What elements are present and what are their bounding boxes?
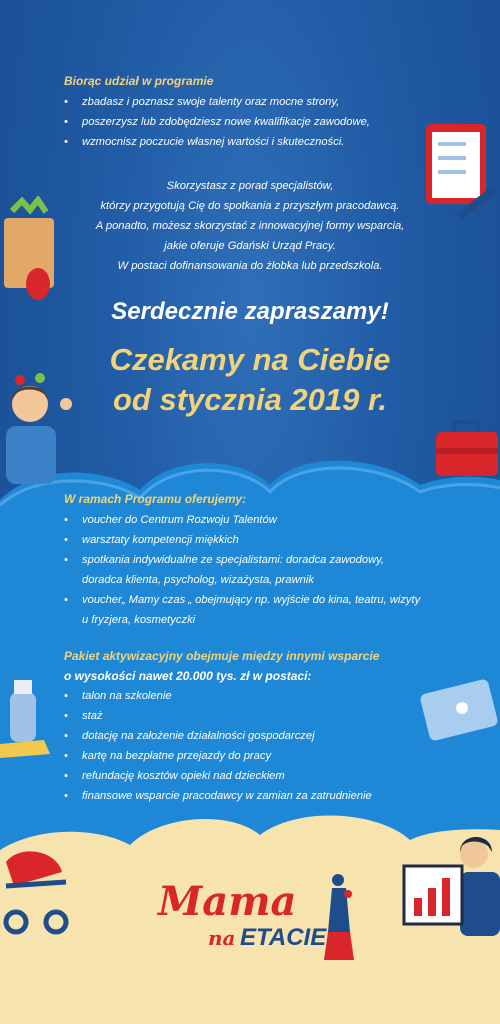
list-item: • wzmocnisz poczucie własnej wartości i skuteczności. [64, 132, 424, 152]
intro-list [64, 92, 424, 152]
list-item: • staż [64, 706, 444, 726]
logo-na-text: na [208, 926, 236, 950]
logo-etacie-text: ETACIE [240, 924, 327, 951]
cleaning-spray-icon [0, 672, 60, 762]
list-item: • voucher do Centrum Rozwoju Talentów [64, 510, 444, 530]
list-item [64, 590, 444, 630]
list-item-continuation: doradca klienta, psycholog, wizażysta, prawnik [82, 574, 314, 586]
mama-na-etacie-logo [148, 868, 358, 968]
package-title [64, 646, 464, 686]
list-item: • zbadasz i poznasz swoje talenty oraz mocne strony, [64, 92, 424, 112]
list-item-text: voucher„ Mamy czas „ obejmujący np. wyjście do kina, teatru, wizyty [82, 594, 421, 606]
paragraph-line: jakie oferuje Gdański Urząd Pracy. [164, 240, 336, 252]
package-title-line: o wysokości nawet 20.000 tys. zł w postaci: [64, 669, 312, 683]
mother-child-figure-icon [324, 872, 354, 962]
presenter-woman-icon [400, 826, 500, 936]
middle-paragraph [60, 176, 440, 276]
list-item: • poszerzysz lub zdobędziesz nowe kwalifikacje zawodowe, [64, 112, 424, 132]
list-item-continuation: u fryzjera, kosmetyczki [82, 614, 196, 626]
paragraph-line: A ponadto, możesz skorzystać z innowacyjnej formy wsparcia, [95, 220, 405, 232]
baby-stroller-icon [0, 842, 80, 942]
list-item: • kartę na bezpłatne przejazdy do pracy [64, 746, 444, 766]
list-item: • warsztaty kompetencji miękkich [64, 530, 444, 550]
program-list [64, 510, 444, 630]
date-heading-line: od stycznia 2019 r. [113, 382, 387, 417]
date-heading-line: Czekamy na Ciebie [109, 342, 391, 377]
list-item: • finansowe wsparcie pracodawcy w zamian za zatrudnienie [64, 786, 444, 806]
program-title: W ramach Programu oferujemy: [64, 492, 247, 506]
paragraph-line: którzy przygotują Cię do spotkania z przyszłym pracodawcą. [100, 200, 400, 212]
list-item: • refundację kosztów opieki nad dzieckiem [64, 766, 444, 786]
list-item-text: spotkania indywidualne ze specjalistami: doradca zawodowy, [82, 554, 385, 566]
list-item: • dotację na założenie działalności gospodarczej [64, 726, 444, 746]
package-title-line: Pakiet aktywizacyjny obejmuje między innymi wsparcie [64, 649, 380, 663]
invite-heading: Serdecznie zapraszamy! [111, 298, 389, 325]
paragraph-line: Skorzystasz z porad specjalistów, [166, 180, 334, 192]
logo-mama-text: Mama [158, 878, 297, 925]
paragraph-line: W postaci dofinansowania do żłobka lub przedszkola. [117, 260, 383, 272]
list-item: • talon na szkolenie [64, 686, 444, 706]
intro-title: Biorąc udział w programie [64, 74, 214, 88]
date-heading [0, 340, 500, 420]
briefcase-icon [432, 414, 500, 484]
list-item [64, 550, 444, 590]
package-list [64, 686, 444, 806]
